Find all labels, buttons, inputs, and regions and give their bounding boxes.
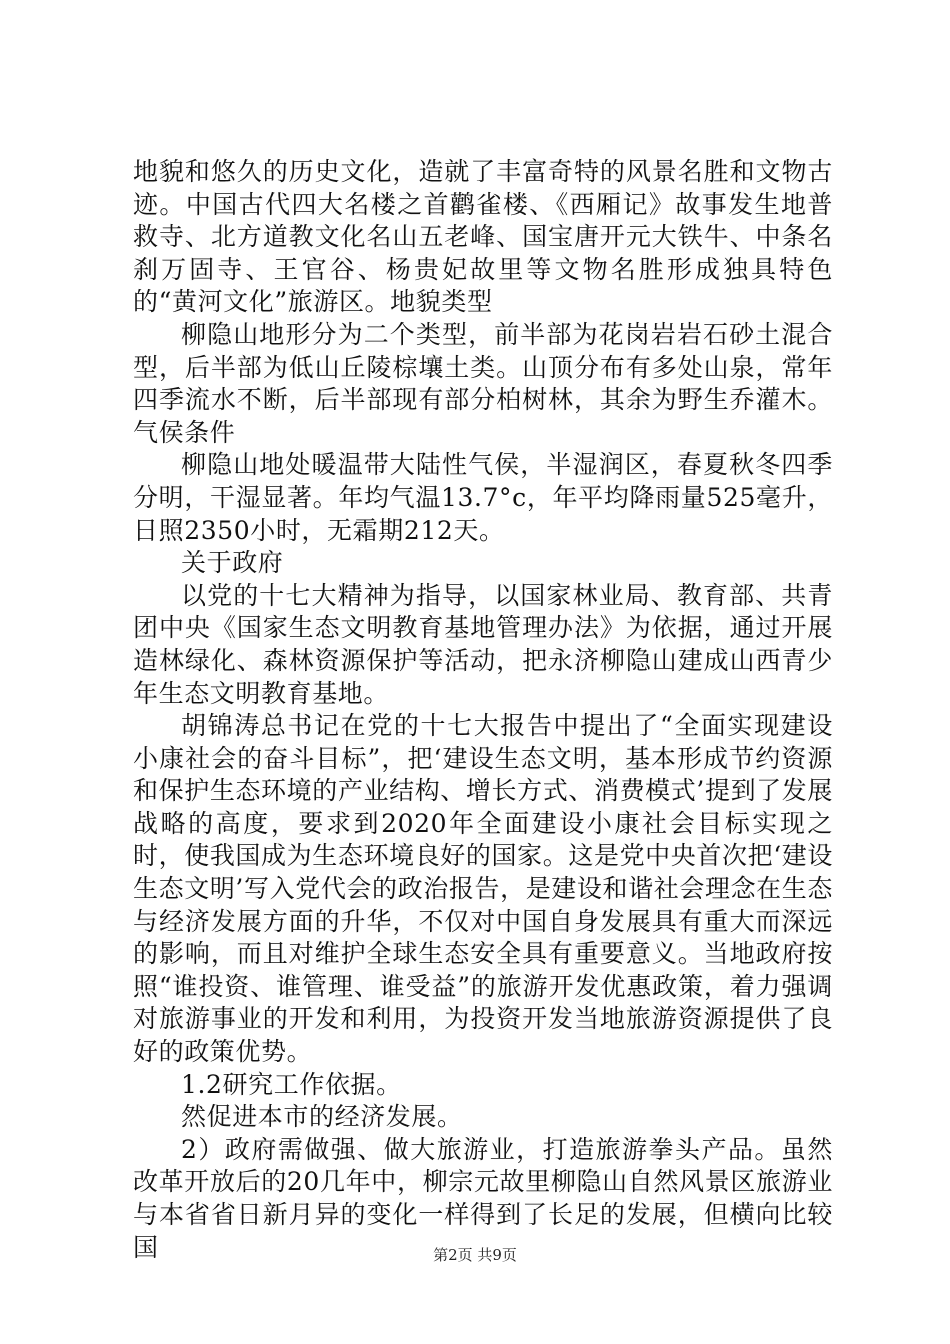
page-footer: 第2页 共9页 xyxy=(433,1246,517,1264)
paragraph-1: 地貌和悠久的历史文化，造就了丰富奇特的风景名胜和文物古迹。中国古代四大名楼之首鹳雀楼、《西厢记》故事发生地普救寺、北方道教文化名山五老峰、国宝唐开元大铁牛、中条名刹万固寺、王官谷、杨贵妃故里等文物名胜形成独具特色的“黄河文化”旅游区。地貌类型 xyxy=(133,157,833,317)
paragraph-5: 以党的十七大精神为指导，以国家林业局、教育部、共青团中央《国家生态文明教育基地管理办法》为依据，通过开展造林绿化、森林资源保护等活动，把永济柳隐山建成山西青少年生态文明教育基地。 xyxy=(133,580,833,708)
paragraph-7: 1.2研究工作依据。 xyxy=(181,1069,402,1099)
body-text xyxy=(133,156,833,1264)
paragraph-9: 2）政府需做强、做大旅游业，打造旅游拳头产品。虽然改革开放后的20几年中，柳宗元故里柳隐山自然风景区旅游业与本省省日新月异的变化一样得到了长足的发展，但横向比较国 xyxy=(133,1134,833,1262)
paragraph-8: 然促进本市的经济发展。 xyxy=(181,1102,463,1132)
paragraph-3: 柳隐山地处暖温带大陆性气侯，半湿润区，春夏秋冬四季分明，干湿显著。年均气温13.7°c，年平均降雨量525毫升，日照2350小时，无霜期212天。 xyxy=(133,450,833,545)
paragraph-2: 柳隐山地形分为二个类型，前半部为花岗岩岩石砂土混合型，后半部为低山丘陵棕壤土类。山顶分布有多处山泉，常年四季流水不断，后半部现有部分柏树林，其余为野生乔灌木。气侯条件 xyxy=(133,319,833,447)
paragraph-4: 关于政府 xyxy=(181,548,284,578)
paragraph-6: 胡锦涛总书记在党的十七大报告中提出了“全面实现建设小康社会的奋斗目标”，把‘建设生态文明，基本形成节约资源和保护生态环境的产业结构、增长方式、消费模式’提到了发展战略的高度，要求到2020年全面建设小康社会目标实现之时，使我国成为生态环境良好的国家。这是党中央首次把‘建设生态文明’写入党代会的政治报告，是建设和谐社会理念在生态与经济发展方面的升华，不仅对中国自身发展具有重大而深远的影响，而且对维护全球生态安全具有重要意义。当地政府按照“谁投资、谁管理、谁受益”的旅游开发优惠政策，着力强调对旅游事业的开发和利用，为投资开发当地旅游资源提供了良好的政策优势。 xyxy=(133,711,833,1067)
